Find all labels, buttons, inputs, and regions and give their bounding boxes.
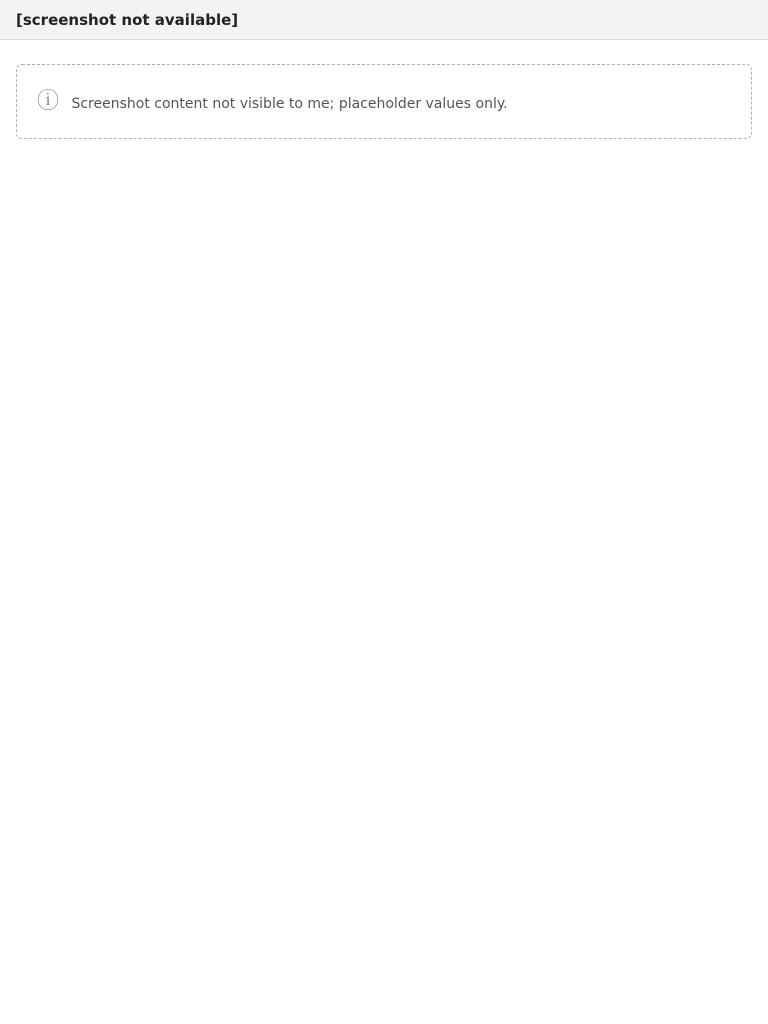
notice-text: Screenshot content not visible to me; placeholder values only. [71,96,508,112]
window-title: [screenshot not available] [16,10,239,29]
main-content [0,40,768,163]
placeholder-notice [16,64,752,139]
info-icon: ⓘ [37,89,60,114]
title-bar [0,0,768,40]
